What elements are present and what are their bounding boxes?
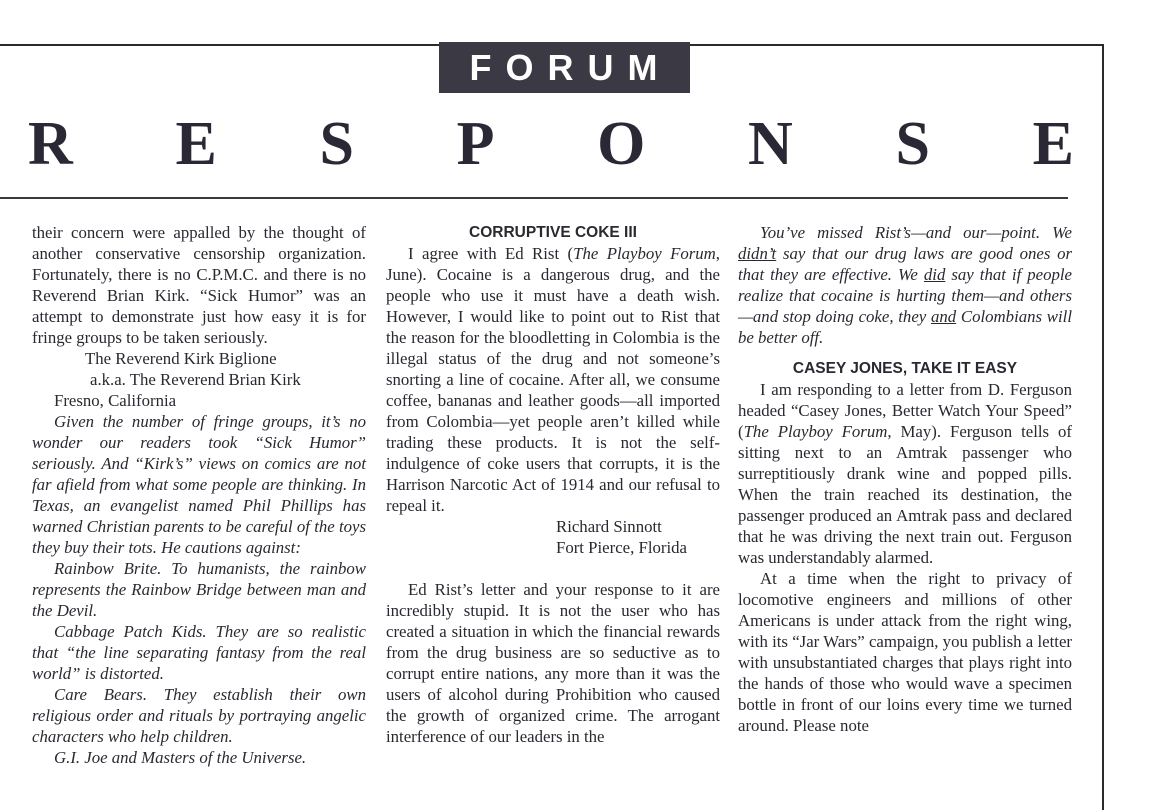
- title-letter: S: [895, 109, 930, 178]
- editor-reply-paragraph: Cabbage Patch Kids. They are so realistic that “the line separating fantasy from the real world” is distorted.: [32, 622, 366, 683]
- title-letter: P: [456, 109, 495, 178]
- title-letter: E: [1032, 109, 1074, 178]
- response-title: [28, 108, 1074, 180]
- text-run: I am responding to a letter from D. Ferguson headed “Casey Jones, Better Watch Your Speed” (: [738, 380, 1072, 441]
- title-letter: R: [28, 109, 73, 178]
- title-rule: [0, 197, 1068, 199]
- letter-paragraph: [386, 243, 720, 516]
- editor-reply-paragraph: Rainbow Brite. To humanists, the rainbow represents the Rainbow Bridge between man and the Devil.: [32, 559, 366, 620]
- text-run: say that if people realize that cocaine is hurting them—and others—and stop doing coke, they: [738, 265, 1072, 326]
- letter-paragraph: At a time when the right to privacy of locomotive engineers and millions of other Americans is under attack from the right wing, with its “Jar Wars” campaign, you publish a letter with unsubstantiated charges that plays right into the hands of those who would wave a specimen bottle in front of our loins every time we turned around. Please note: [738, 569, 1072, 735]
- title-letter: E: [175, 109, 217, 178]
- letter-paragraph: Ed Rist’s letter and your response to it are incredibly stupid. It is not the user who has created a situation in which the financial rewards from the drug business are so seductive as to corrupt entire nations, any more than it was the users of alcohol during Prohibition who caused the growth of organized crime. The arrogant interference of our leaders in the: [386, 580, 720, 746]
- letter-signature-name: The Reverend Kirk Biglione: [85, 349, 277, 368]
- letter-paragraph: their concern were appalled by the thought of another conservative censorship organization. Fortunately, there is no C.P.M.C. and there is no Reverend Brian Kirk. “Sick Humor” was an attempt to demonstrate just how easy it is for fringe groups to be taken seriously.: [32, 223, 366, 347]
- article-column-3: [738, 222, 1072, 736]
- page-frame-right-rule: [1102, 44, 1104, 810]
- emphasis-underline: and: [930, 307, 957, 326]
- letter-heading: CORRUPTIVE COKE III: [469, 224, 637, 241]
- letter-signature-location: Fort Pierce, Florida: [556, 538, 687, 557]
- editor-reply-paragraph: G.I. Joe and Masters of the Universe.: [54, 748, 307, 767]
- text-run: , June). Cocaine is a dangerous drug, and the people who use it must have a death wish. However, I would like to point out to Rist that the reason for the bloodletting in Colombia is the illegal status of the drug and not someone’s snorting a line of cocaine. After all, we consume coffee, bananas and leather goods—all imported from Colombia—yet people aren’t killed while trading these products. It is not the self-indulgence of coke users that corrupts, it is the Harrison Narcotic Act of 1914 and our refusal to repeal it.: [386, 244, 720, 515]
- editor-reply-paragraph: [738, 222, 1072, 348]
- forum-section-label: FORUM: [439, 42, 690, 93]
- emphasis-underline: didn’t: [738, 244, 777, 263]
- text-run: I agree with Ed Rist (: [408, 244, 574, 263]
- letter-signature-location: Fresno, California: [54, 391, 177, 410]
- editor-reply-paragraph: Given the number of fringe groups, it’s no wonder our readers took “Sick Humor” seriously. And “Kirk’s” views on comics are not far afield from what some people are thinking. In Texas, an evangelist named Phil Phillips has warned Christian parents to be careful of the toys they buy their tots. He cautions against:: [32, 412, 366, 557]
- letter-heading: CASEY JONES, TAKE IT EASY: [792, 360, 1018, 377]
- letter-signature-name: Richard Sinnott: [556, 517, 662, 536]
- editor-reply-paragraph: Care Bears. They establish their own religious order and rituals by portraying angelic characters who help children.: [32, 685, 366, 746]
- text-run: Colombians will be better off.: [738, 307, 1072, 347]
- letter-signature-alias: a.k.a. The Reverend Brian Kirk: [90, 370, 301, 389]
- title-letter: O: [597, 109, 646, 178]
- title-letter: N: [748, 109, 793, 178]
- article-column-1: [32, 222, 366, 768]
- article-column-2: [386, 222, 720, 747]
- text-run: , May). Ferguson tells of sitting next to an Amtrak passenger who surreptitiously drank wine and popped pills. When the train reached its destination, the passenger produced an Amtrak pass and declared that he was driving the next train out. Ferguson was understandably alarmed.: [738, 422, 1072, 567]
- letter-paragraph: [738, 379, 1072, 568]
- paragraph-gap: [738, 348, 1072, 358]
- text-run: You’ve missed Rist’s—and our—point. We: [760, 223, 1072, 242]
- text-run: say that our drug laws are good ones or that they are effective. We: [738, 244, 1072, 284]
- publication-name: The Playboy Forum: [573, 244, 716, 263]
- publication-name: The Playboy Forum: [743, 422, 888, 441]
- title-letter: S: [319, 109, 354, 178]
- paragraph-gap: [386, 558, 720, 579]
- emphasis-underline: did: [923, 265, 946, 284]
